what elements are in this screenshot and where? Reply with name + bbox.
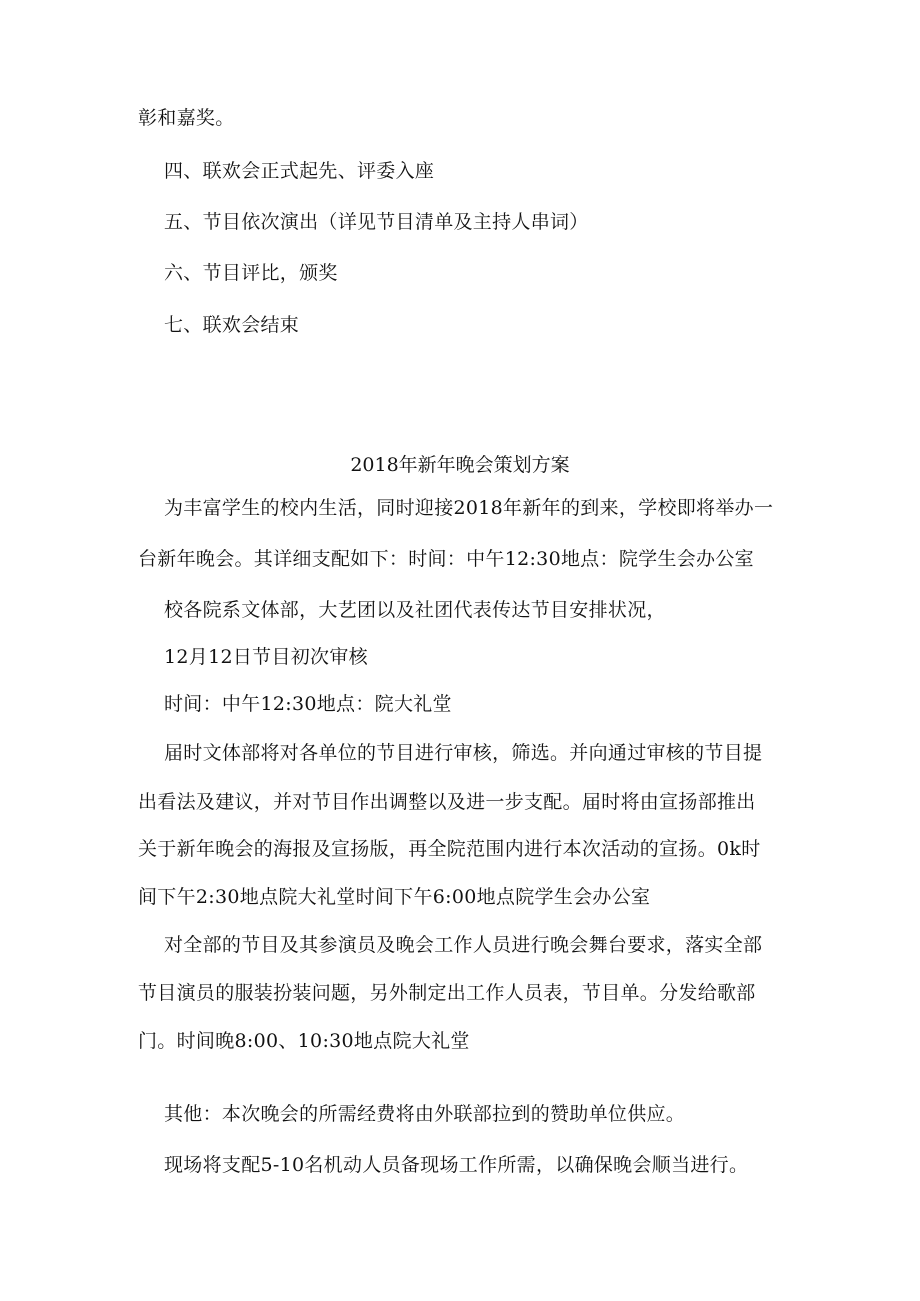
paragraph-line: 时间：中午12:30地点：院大礼堂 xyxy=(164,693,452,715)
paragraph-line: 关于新年晚会的海报及宣扬版，再全院范围内进行本次活动的宣扬。0k时 xyxy=(138,838,761,860)
paragraph-line: 节目演员的服装扮装问题，另外制定出工作人员表，节目单。分发给歌部 xyxy=(138,982,756,1004)
list-item-5: 五、节目依次演出（详见节目清单及主持人串词） xyxy=(164,211,589,233)
paragraph-line: 间下午2:30地点院大礼堂时间下午6:00地点院学生会办公室 xyxy=(138,886,651,908)
paragraph-line: 其他：本次晚会的所需经费将由外联部拉到的赞助单位供应。 xyxy=(164,1103,686,1125)
list-item-6: 六、节目评比，颁奖 xyxy=(164,262,338,284)
paragraph-line: 现场将支配5-10名机动人员备现场工作所需，以确保晚会顺当进行。 xyxy=(164,1154,749,1176)
paragraph-line: 届时文体部将对各单位的节目进行审核，筛选。并向通过审核的节目提 xyxy=(164,742,763,764)
paragraph-line: 对全部的节目及其参演员及晚会工作人员进行晚会舞台要求，落实全部 xyxy=(164,934,763,956)
paragraph-line: 门。时间晚8:00、10:30地点院大礼堂 xyxy=(138,1030,470,1052)
paragraph-line: 12月12日节目初次审核 xyxy=(164,646,368,668)
list-item-7: 七、联欢会结束 xyxy=(164,314,300,336)
paragraph-line: 为丰富学生的校内生活，同时迎接2018年新年的到来，学校即将举办一 xyxy=(164,497,774,519)
document-title: 2018年新年晚会策划方案 xyxy=(350,454,570,476)
paragraph-line: 台新年晚会。其详细支配如下：时间：中午12:30地点：院学生会办公室 xyxy=(138,548,754,570)
paragraph-line: 校各院系文体部，大艺团以及社团代表传达节目安排状况， xyxy=(164,599,666,621)
list-item-4: 四、联欢会正式起先、评委入座 xyxy=(164,160,435,182)
paragraph-line: 彰和嘉奖。 xyxy=(138,107,235,129)
paragraph-line: 出看法及建议，并对节目作出调整以及进一步支配。届时将由宣扬部推出 xyxy=(138,791,756,813)
